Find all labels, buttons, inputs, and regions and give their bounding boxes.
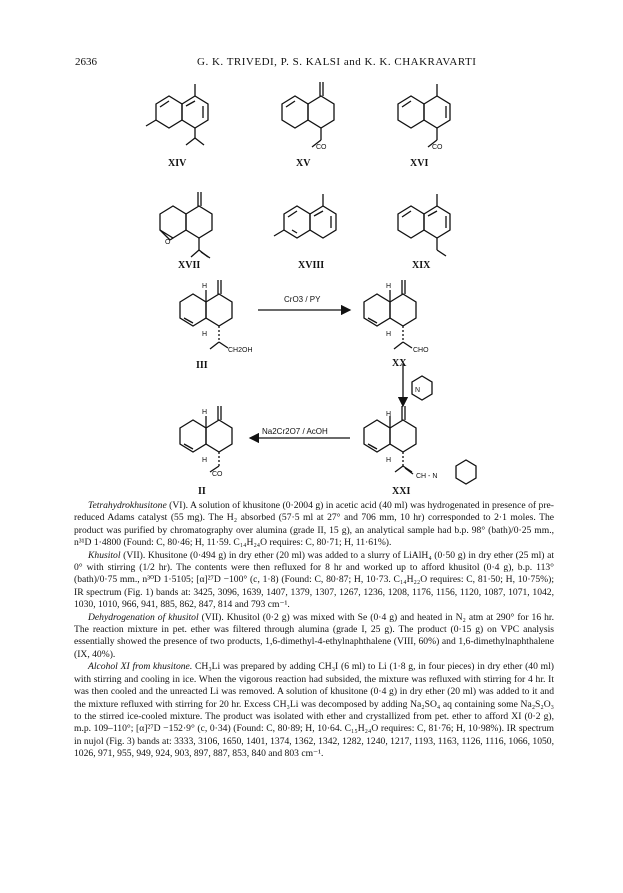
paragraph-body: (VI). A solution of khusitone (0·2004 g) in acetic acid (40 ml) was hydrogenated in presence of pre-reduced Adams catalyst (55 mg). The H₂ absorbed (57·5 ml at 27° and 706 mm, 10 hr) corresponded to 2·1 moles. The product was purified by chromatography over alumina (grade II, 15 g), an analytical sample had b.p. 98° (bath)/0·25 mm., n³¹D 1·4800 (Found: C, 80·46; H, 11·59. C₁₄H₂₄O requires: C, 80·71; H, 11·61%).	[74, 500, 554, 549]
label-III: III	[196, 360, 208, 371]
structure-XVI	[398, 84, 450, 147]
piperidine-n-label: N	[415, 387, 421, 394]
ch2oh-label: CH2OH	[228, 347, 253, 354]
paragraph-title: Dehydrogenation of khusitol	[88, 611, 199, 623]
paragraph-khusitol	[74, 550, 554, 612]
structure-XVII	[160, 192, 212, 258]
paragraph-title: Khusitol	[88, 549, 121, 561]
structure-XIV	[146, 84, 208, 145]
label-XX: XX	[392, 358, 407, 369]
reagent-cro3-py: CrO3 / PY	[284, 295, 321, 304]
reaction-scheme	[0, 70, 623, 500]
h-label-ii-bottom: H	[202, 457, 208, 464]
label-XV: XV	[296, 158, 311, 169]
label-XVIII: XVIII	[298, 260, 325, 271]
paragraph-title: Tetrahydrokhusitone	[88, 500, 167, 511]
epoxide-o: O	[165, 239, 171, 246]
structure-III	[180, 280, 232, 349]
running-authors: G. K. TRIVEDI, P. S. KALSI and K. K. CHAKRAVARTI	[197, 56, 477, 68]
structure-XV	[282, 82, 334, 147]
structure-XVIII	[274, 194, 336, 238]
enamine-label: CH - N	[416, 473, 438, 480]
co-label-xv: CO	[316, 144, 327, 151]
paragraph-tetrahydrokhusitone	[74, 500, 554, 550]
reagent-na2cr2o7: Na2Cr2O7 / AcOH	[262, 427, 328, 436]
paragraph-alcohol-xi	[74, 661, 554, 760]
h-label-xxi-bottom: H	[386, 457, 392, 464]
cho-label: CHO	[413, 347, 429, 354]
experimental-text	[74, 500, 554, 761]
h-label-iii-top: H	[202, 283, 208, 290]
label-XIX: XIX	[412, 260, 431, 271]
h-label-ii-top: H	[202, 409, 208, 416]
h-label-xxi-top: H	[386, 411, 392, 418]
structure-XIX	[398, 194, 450, 256]
paragraph-dehydrogenation	[74, 612, 554, 662]
label-XVII: XVII	[178, 260, 201, 271]
label-II: II	[198, 486, 206, 497]
label-XIV: XIV	[168, 158, 187, 169]
h-label-xx-top: H	[386, 283, 392, 290]
label-XVI: XVI	[410, 158, 429, 169]
co-label-ii: CO	[212, 471, 223, 478]
paragraph-body: (VII). Khusitol (0·2 g) was mixed with Se (0·4 g) and heated in N₂ atm at 290° for 16 hr. The reaction mixture in pet. ether was filtered through alumina (grade I, 25 g). The product (0·15 g) on VPC analysis essentially showed the presence of two products, 1,6-dimethyl-4-ethylnaphthalene (VIII, 60%) and 1,6-dimethylnaphthalene (IX, 40%).	[74, 611, 554, 660]
paragraph-body: CH₃Li was prepared by adding CH₃I (6 ml) to Li (1·8 g, in four pieces) in dry ether (40 ml) with stirring and cooling in ice. When the vigorous reaction had subsided, the mixture was refluxed with stirring for 4 hr. It was then cooled and the unreacted Li was removed. A solution of khusitone (0·4 g) in dry ether (20 ml) was added to it and the mixture refluxed with stirring for 20 hr. Excess CH₃Li was decomposed by adding Na₂SO₄ aq containing some Na₂S₂O₃ to the stirred ice-cooled mixture. The product was isolated with ether and crystallized from pet. ether to afford XI (0·2 g), m.p. 109–110°; [α]²⁷D −152·9° (c, 0·34) (Found: C, 80·89; H, 10·64. C₁₅H₂₄O requires: C, 81·76; H, 10·98%). IR spectrum in nujol (Fig. 3) bands at: 3333, 3106, 1650, 1401, 1374, 1362, 1342, 1282, 1240, 1217, 1193, 1163, 1126, 1116, 1066, 1050, 1026, 971, 955, 949, 924, 903, 897, 887, 853, 840 and 803 cm⁻¹.	[74, 661, 554, 760]
label-XXI: XXI	[392, 486, 411, 497]
h-label-xx-bottom: H	[386, 331, 392, 338]
co-label-xvi: CO	[432, 144, 443, 151]
page-number: 2636	[75, 56, 97, 68]
paragraph-body: (VII). Khusitone (0·494 g) in dry ether (20 ml) was added to a slurry of LiAlH₄ (0·50 g) in dry ether (25 ml) at 0° with stirring (1/2 hr). The contents were then refluxed for 8 hr and worked up to afford khusitol (0·4 g), b.p. 113° (bath)/0·75 mm., n³⁰D 1·5105; [α]²⁷D −100° (c, 1·8) (Found: C, 80·87; H, 10·73. C₁₄H₂₂O requires: C, 81·50; H, 10·75%); IR spectrum (Fig. 1) bands at: 3425, 3096, 1639, 1407, 1379, 1307, 1267, 1236, 1208, 1176, 1156, 1120, 1087, 1071, 1042, 1030, 1010, 966, 941, 885, 862, 847, 814 and 793 cm⁻¹.	[74, 549, 554, 611]
paragraph-title: Alcohol XI from khusitone.	[88, 661, 193, 673]
h-label-iii-bottom: H	[202, 331, 208, 338]
structure-XX	[364, 280, 416, 349]
